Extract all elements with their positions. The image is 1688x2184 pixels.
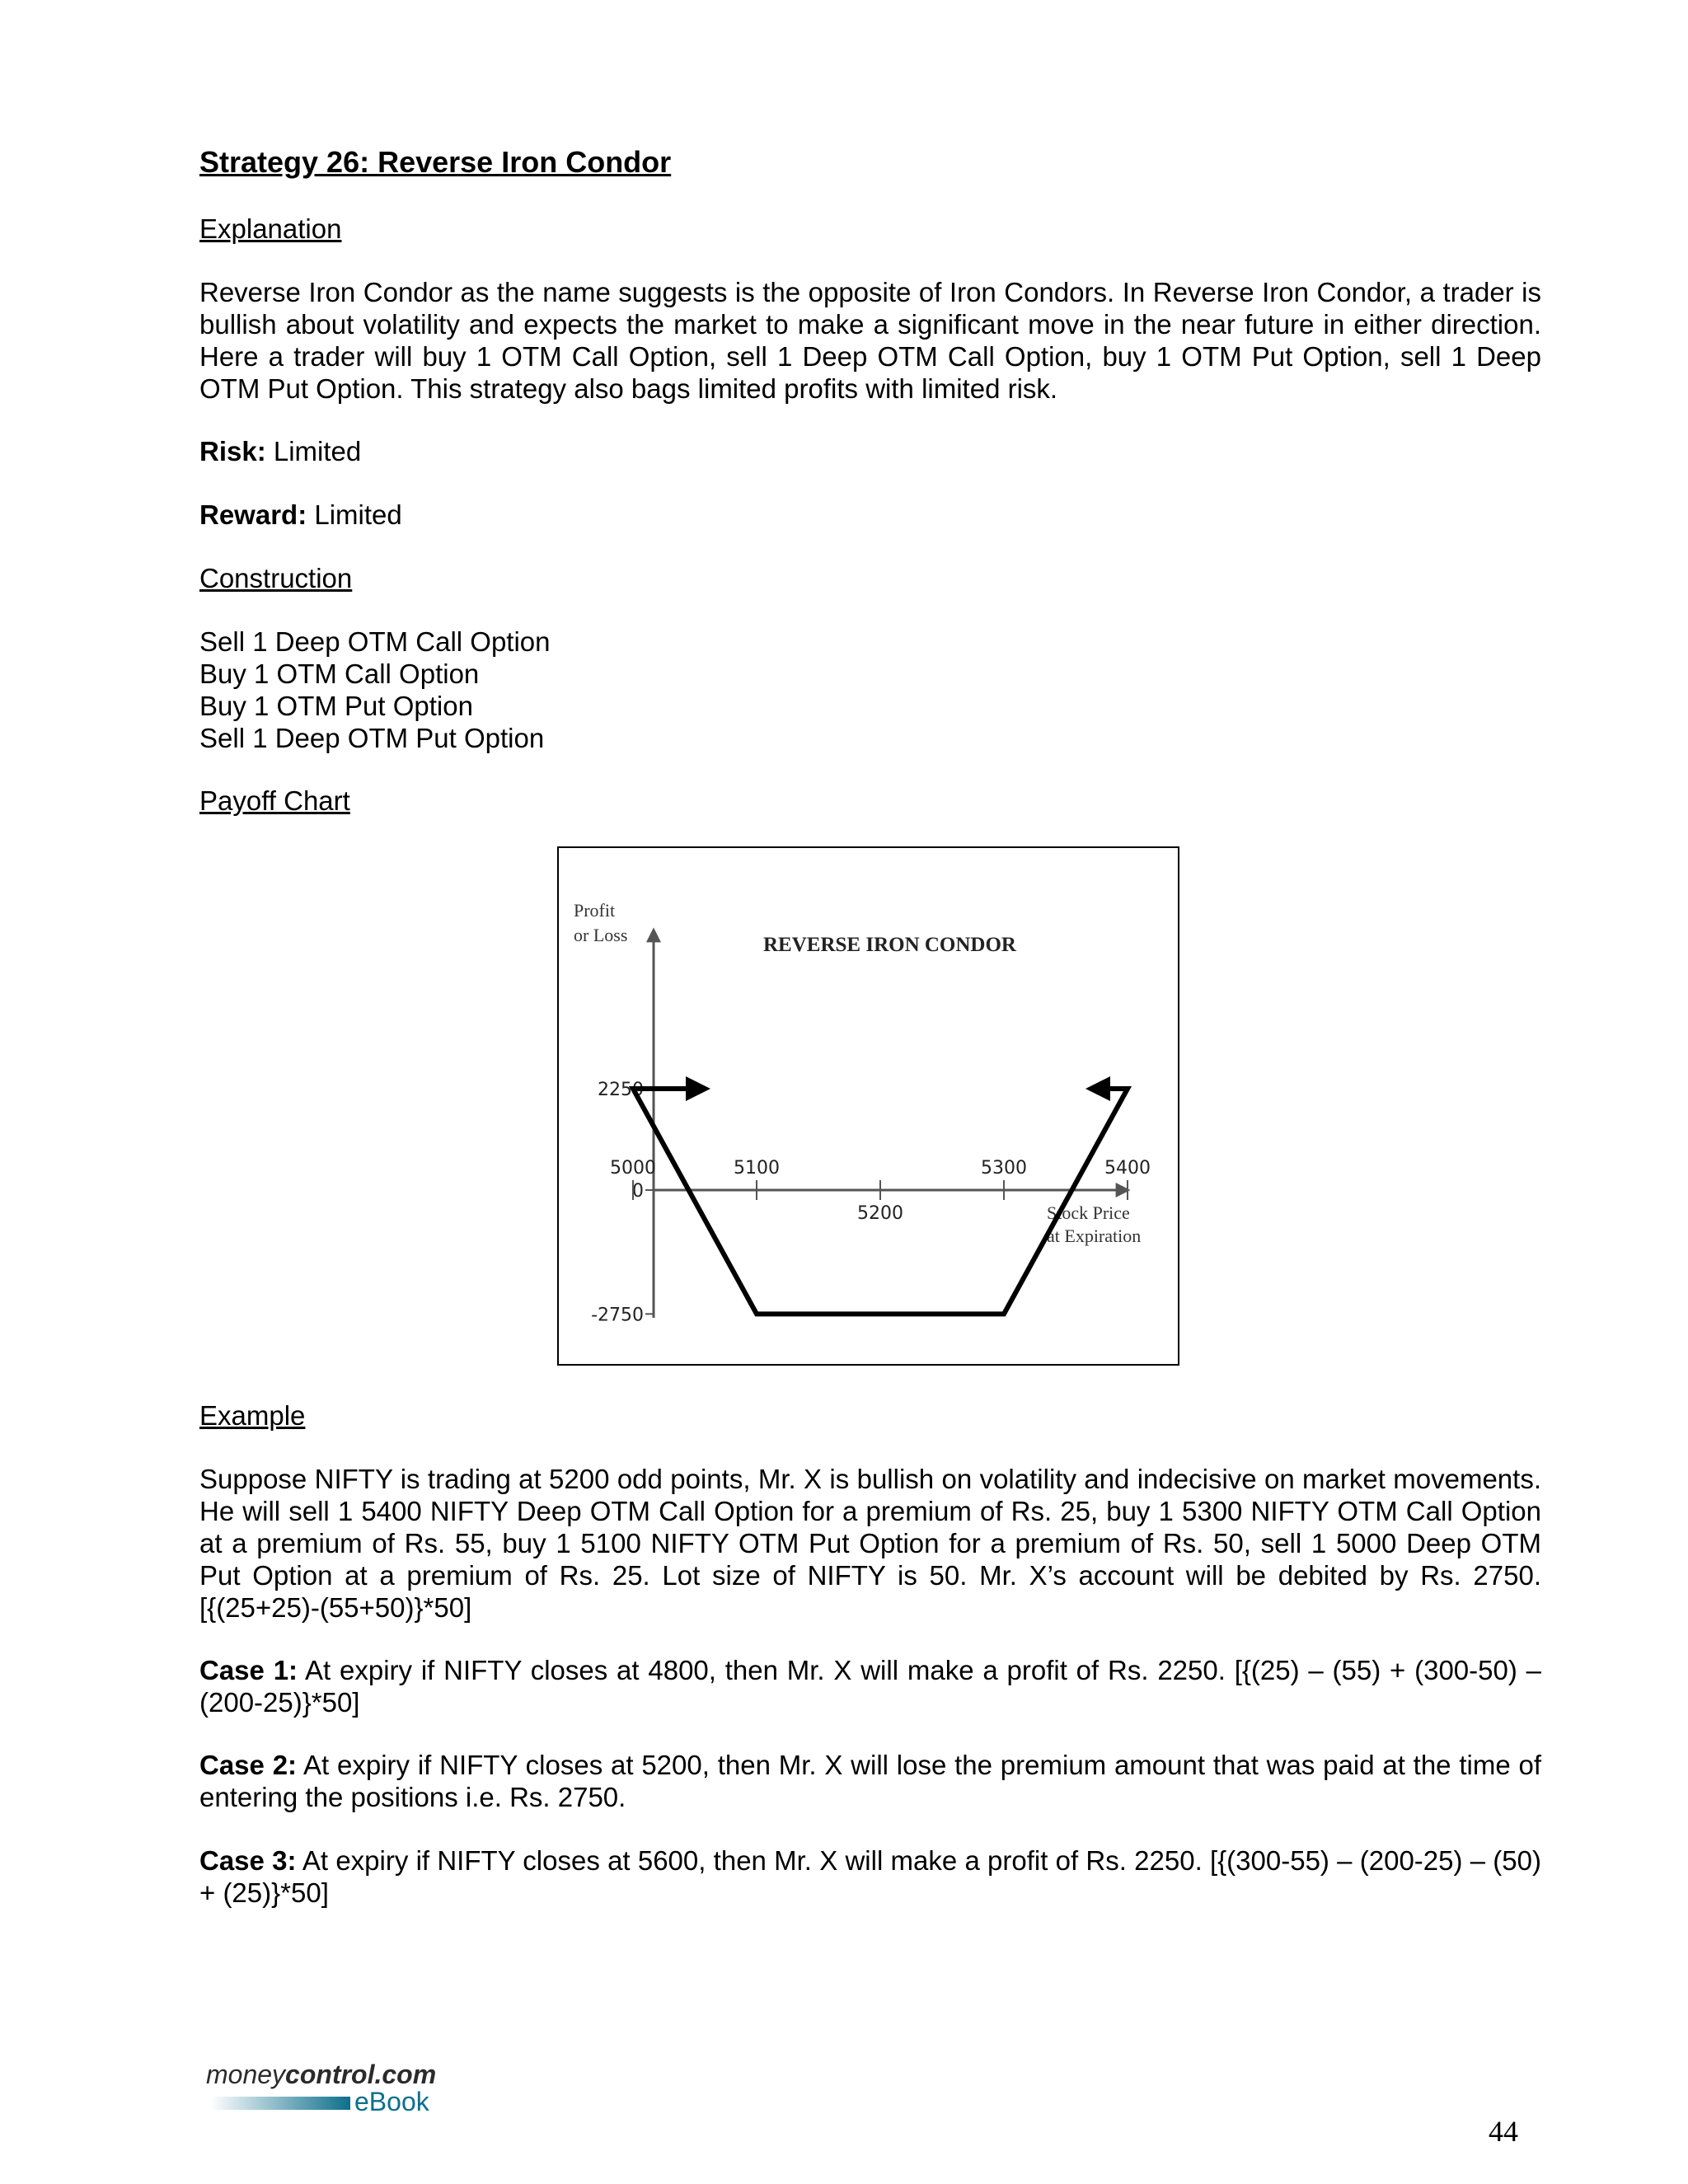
x-axis-label: at Expiration — [1047, 1226, 1142, 1246]
x-tick-label: 5300 — [981, 1158, 1027, 1179]
logo-ebook: eBook — [354, 2087, 429, 2116]
logo-gradient-bar — [210, 2097, 350, 2110]
case-2 — [199, 1749, 1541, 1813]
construction-list — [199, 626, 1541, 754]
logo-ebook-row — [206, 2088, 453, 2116]
construction-item: Buy 1 OTM Put Option — [199, 691, 473, 721]
y-axis-label: Profit — [574, 900, 616, 921]
example-heading: Example — [199, 1400, 306, 1431]
y-tick-label: 0 — [632, 1181, 644, 1202]
x-tick-label: 5000 — [610, 1158, 656, 1179]
case-3-label: Case 3: — [199, 1845, 297, 1876]
case-3 — [199, 1844, 1541, 1909]
reward-line — [199, 499, 1541, 531]
logo-brand-part1: money — [206, 2060, 286, 2089]
explanation-heading: Explanation — [199, 213, 342, 244]
payoff-line — [633, 1089, 1128, 1314]
case-1-text: At expiry if NIFTY closes at 4800, then Mr. X will make a profit of Rs. 2250. [{(25) – (55) + (300-50) – (200-25)}*50] — [199, 1655, 1541, 1718]
construction-item: Buy 1 OTM Call Option — [199, 658, 480, 689]
case-3-text: At expiry if NIFTY closes at 5600, then Mr. X will make a profit of Rs. 2250. [{(300-55) – (200-25) – (50) + (25)}*50] — [199, 1845, 1541, 1908]
case-1 — [199, 1654, 1541, 1718]
reward-value: Limited — [307, 499, 402, 530]
case-2-text: At expiry if NIFTY closes at 5200, then Mr. X will lose the premium amount that was paid at the time of entering the positions i.e. Rs. 2750. — [199, 1750, 1542, 1812]
x-tick-label: 5200 — [857, 1203, 903, 1224]
construction-item: Sell 1 Deep OTM Call Option — [199, 626, 551, 657]
chart-title: REVERSE IRON CONDOR — [763, 934, 1016, 956]
explanation-text: Reverse Iron Condor as the name suggests is the opposite of Iron Condors. In Reverse Iron Condor, a trader is bullish about volatility and expects the market to make a significant move in the near future in either direction. Here a trader will buy 1 OTM Call Option, sell 1 Deep OTM Call Option, buy 1 OTM Put Option, sell 1 Deep OTM Put Option. This strategy also bags limited profits with limited risk. — [199, 277, 1541, 404]
example-text: Suppose NIFTY is trading at 5200 odd points, Mr. X is bullish on volatility and indecisive on market movements. He will sell 1 5400 NIFTY Deep OTM Call Option for a premium of Rs. 25, buy 1 5300 NIFTY OTM Call Option at a premium of Rs. 55, buy 1 5100 NIFTY OTM Put Option for a premium of Rs. 50, sell 1 5000 Deep OTM Put Option at a premium of Rs. 25. Lot size of NIFTY is 50. Mr. X’s account will be debited by Rs. 2750. [{(25+25)-(55+50)}*50] — [199, 1464, 1541, 1623]
logo-brand-part2: control.com — [285, 2060, 437, 2089]
case-2-label: Case 2: — [199, 1750, 298, 1780]
construction-item: Sell 1 Deep OTM Put Option — [199, 723, 545, 753]
y-tick-label: 2250 — [598, 1080, 644, 1100]
x-tick-label: 5100 — [734, 1158, 780, 1179]
logo-brand — [206, 2060, 453, 2088]
x-axis-label: Stock Price — [1047, 1202, 1130, 1223]
payoff-chart-svg — [559, 848, 1178, 1364]
page-title: Strategy 26: Reverse Iron Condor — [199, 145, 672, 179]
x-tick-label: 5400 — [1104, 1158, 1151, 1179]
risk-value: Limited — [265, 436, 362, 466]
y-axis-label: or Loss — [574, 925, 628, 945]
payoff-chart-heading: Payoff Chart — [199, 785, 350, 816]
payoff-chart — [557, 846, 1179, 1366]
construction-heading: Construction — [199, 563, 353, 593]
reward-label: Reward: — [199, 499, 307, 530]
risk-line — [199, 435, 1541, 467]
y-tick-label: -2750 — [591, 1305, 644, 1326]
case-1-label: Case 1: — [199, 1655, 298, 1685]
risk-label: Risk: — [199, 436, 266, 466]
moneycontrol-logo — [206, 2060, 453, 2118]
page-number: 44 — [1489, 2115, 1518, 2148]
